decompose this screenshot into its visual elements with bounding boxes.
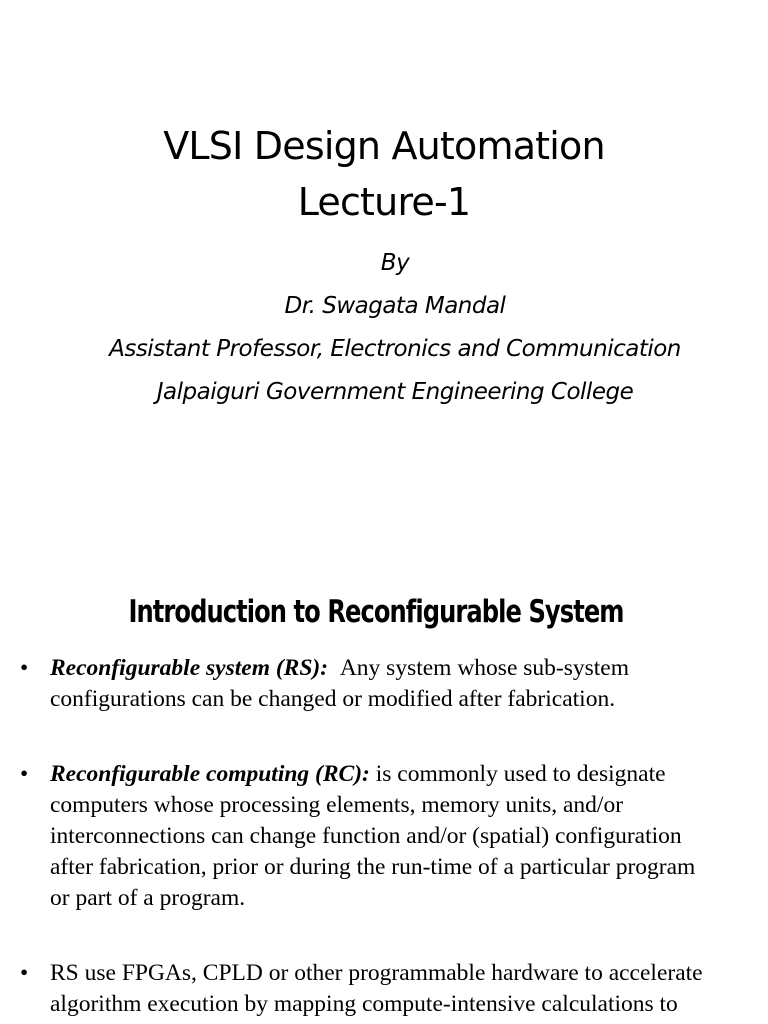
lecture-title xyxy=(0,118,768,230)
bullet-line: after fabrication, prior or during the run-time of a particular program xyxy=(50,854,696,880)
title-line-1: VLSI Design Automation xyxy=(163,124,605,168)
bullet-line: algorithm execution by mapping compute-intensive calculations to xyxy=(50,991,678,1017)
author-name: Dr. Swagata Mandal xyxy=(284,293,506,319)
bullet-text: is commonly used to designate xyxy=(375,761,666,787)
bullet-line: interconnections can change function and/or (spatial) configuration xyxy=(50,823,682,849)
bullet-list xyxy=(0,653,768,1020)
author-designation: Assistant Professor, Electronics and Communication xyxy=(109,336,681,362)
bullet-line: computers whose processing elements, memory units, and/or xyxy=(50,792,624,818)
author-institution: Jalpaiguri Government Engineering College xyxy=(156,379,634,405)
section-heading: Introduction to Reconfigurable System xyxy=(128,594,624,630)
bullet-term: Reconfigurable computing (RC): xyxy=(50,761,370,787)
bullet-line xyxy=(50,759,764,790)
bullet-icon: • xyxy=(20,655,29,681)
bullet-item-rs-fpga xyxy=(0,958,768,1020)
bullet-item-reconfigurable-system xyxy=(0,653,768,715)
bullet-text: Any system whose sub-system xyxy=(339,655,629,681)
bullet-line: or part of a program. xyxy=(50,885,246,911)
title-line-2: Lecture-1 xyxy=(297,180,471,224)
bullet-icon: • xyxy=(20,960,29,986)
bullet-line xyxy=(50,653,764,684)
by-label: By xyxy=(380,250,410,276)
author-info xyxy=(0,242,768,414)
bullet-item-reconfigurable-computing xyxy=(0,759,768,914)
bullet-line: RS use FPGAs, CPLD or other programmable hardware to accelerate xyxy=(50,960,703,986)
bullet-term: Reconfigurable system (RS): xyxy=(50,655,329,681)
bullet-line: configurations can be changed or modified after fabrication. xyxy=(50,686,616,712)
bullet-icon: • xyxy=(20,761,29,787)
